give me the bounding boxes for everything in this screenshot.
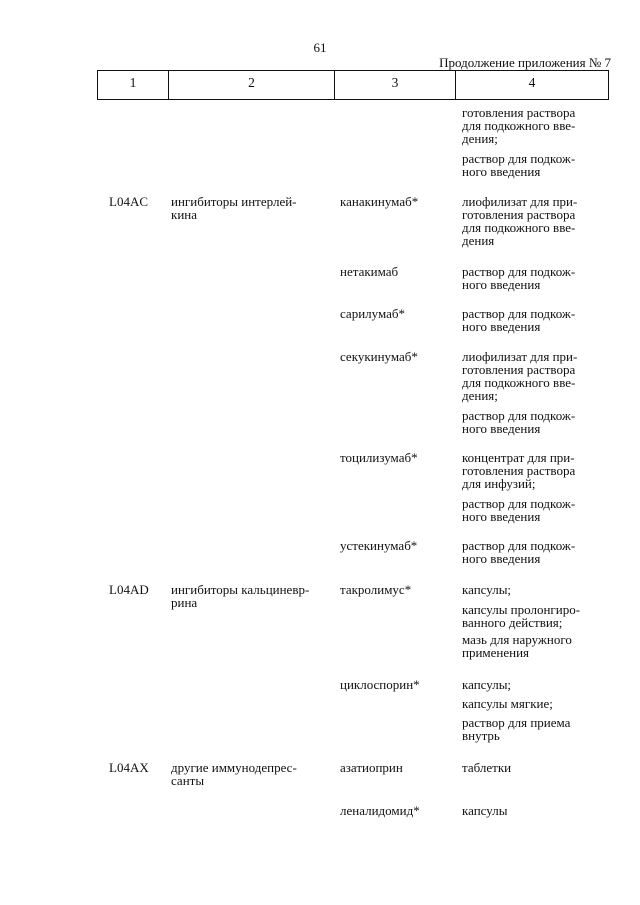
drug-name: секукинумаб* [340, 349, 418, 364]
table-header [97, 70, 609, 100]
atc-code: L04AX [109, 760, 149, 775]
dosage-form: таблетки [462, 760, 512, 775]
dosage-form: капсулы; [462, 582, 512, 597]
dosage-form: лиофилизат для при- готовления раствора для подкожного вве- дения [462, 194, 578, 248]
drug-group: ингибиторы интерлей- кина [171, 194, 297, 222]
dosage-form: раствор для приема внутрь [462, 715, 571, 743]
dosage-form: готовления раствора для подкожного вве- дения; [462, 105, 576, 146]
drug-group: другие иммунодепрес- санты [171, 760, 297, 788]
header-col-1: 1 [98, 71, 169, 99]
header-col-3: 3 [335, 71, 456, 99]
header-col-2: 2 [169, 71, 335, 99]
dosage-form: раствор для подкож- ного введения [462, 306, 576, 334]
atc-code: L04AC [109, 194, 148, 209]
drug-group: ингибиторы кальциневр- рина [171, 582, 310, 610]
dosage-form: концентрат для при- готовления раствора для инфузий; [462, 450, 576, 491]
drug-name: сарилумаб* [340, 306, 405, 321]
dosage-form: капсулы [462, 803, 508, 818]
drug-name: циклоспорин* [340, 677, 420, 692]
page-number: 61 [313, 40, 327, 55]
dosage-form: раствор для подкож- ного введения [462, 496, 576, 524]
drug-name: устекинумаб* [340, 538, 418, 553]
drug-name: канакинумаб* [340, 194, 419, 209]
dosage-form: раствор для подкож- ного введения [462, 264, 576, 292]
dosage-form: раствор для подкож- ного введения [462, 538, 576, 566]
dosage-form: раствор для подкож- ного введения [462, 151, 576, 179]
dosage-form: раствор для подкож- ного введения [462, 408, 576, 436]
header-col-4: 4 [528, 75, 536, 90]
dosage-form: капсулы пролонгиро- ванного действия; [462, 602, 581, 630]
dosage-form: мазь для наружного применения [462, 632, 572, 660]
dosage-form: капсулы мягкие; [462, 696, 553, 711]
drug-name: леналидомид* [340, 803, 420, 818]
dosage-form: капсулы; [462, 677, 512, 692]
drug-name: азатиоприн [340, 760, 403, 775]
drug-name: такролимус* [340, 582, 412, 597]
drug-name: нетакимаб [340, 264, 399, 279]
atc-code: L04AD [109, 582, 149, 597]
drug-name: тоцилизумаб* [340, 450, 418, 465]
continuation-note: Продолжение приложения № 7 [439, 55, 611, 70]
dosage-form: лиофилизат для при- готовления раствора для подкожного вве- дения; [462, 349, 578, 403]
